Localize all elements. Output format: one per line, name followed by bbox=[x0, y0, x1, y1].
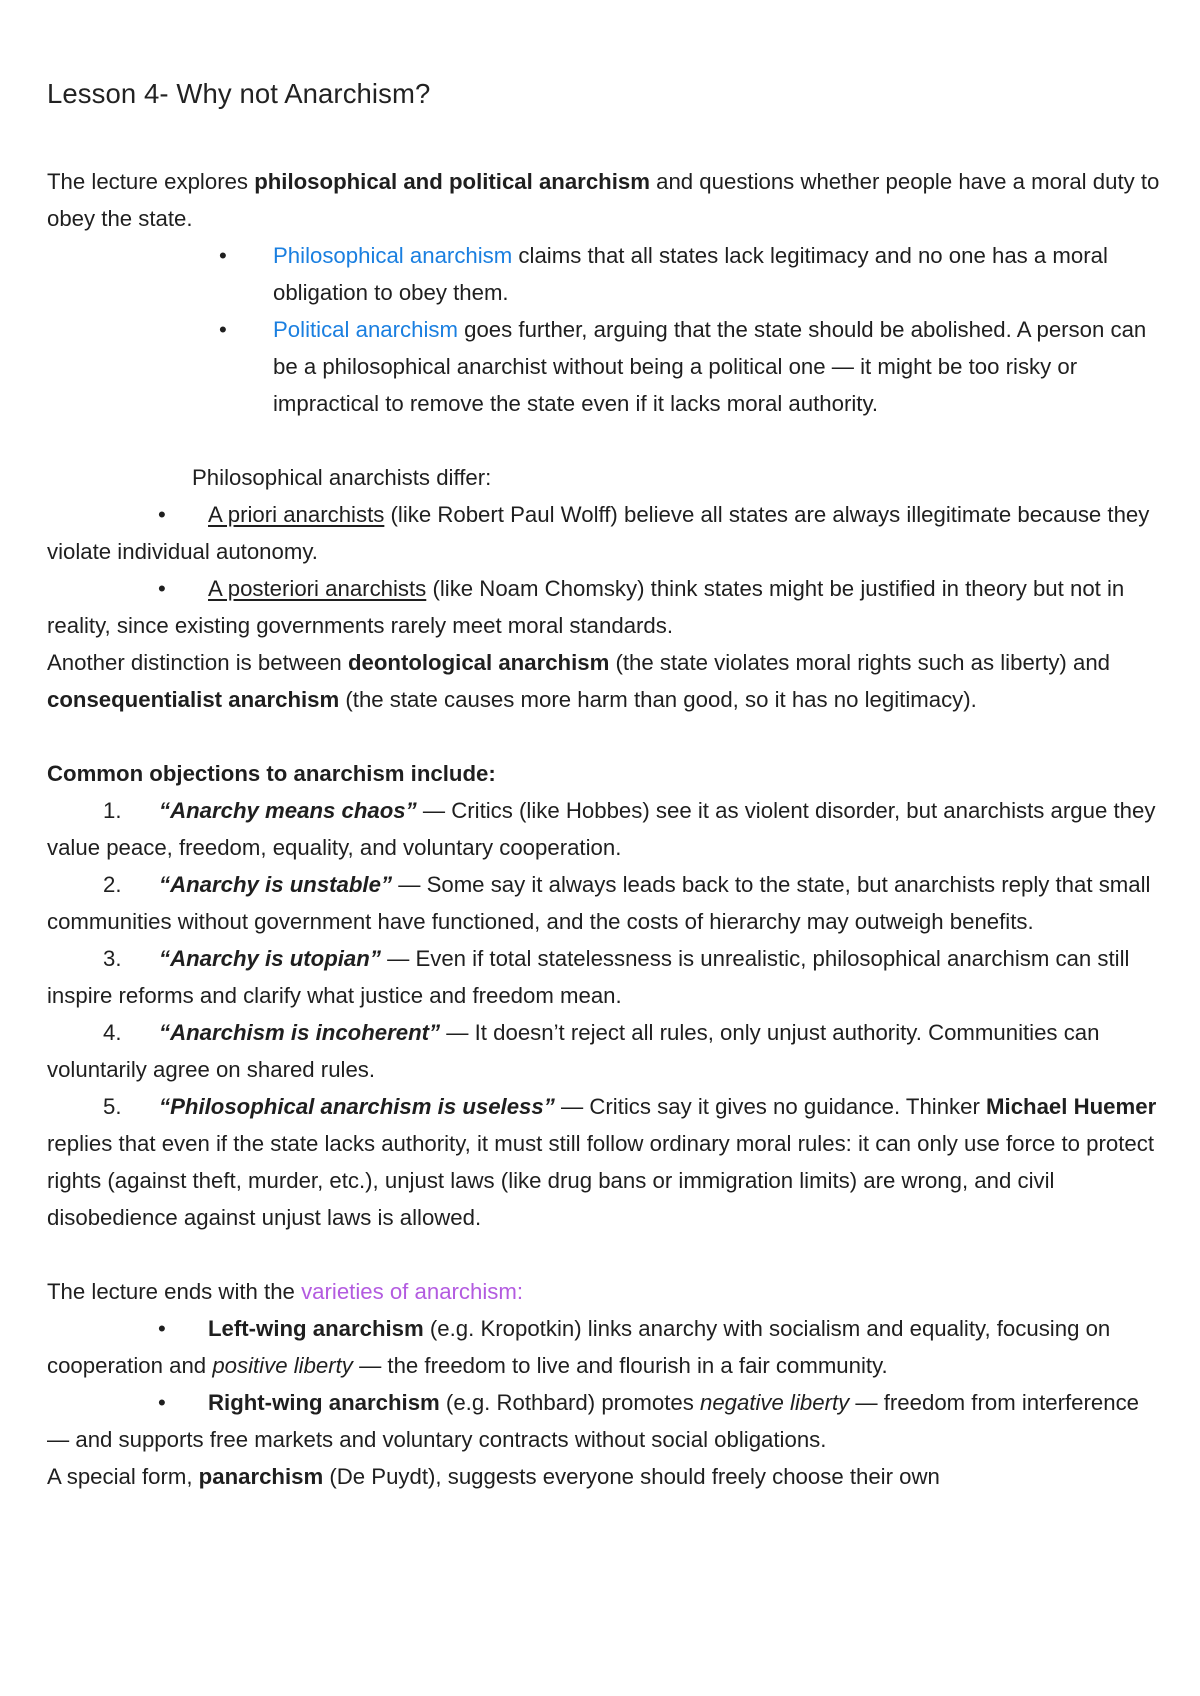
bullet-a-priori: • A priori anarchists (like Robert Paul Wolff) believe all states are always illegitimate because they violate individual autonomy. bbox=[47, 502, 1150, 564]
distinction-paragraph: Another distinction is between deontological anarchism (the state violates moral rights such as liberty) and consequentialist anarchism (the state causes more harm than good, so it has no legitimacy). bbox=[47, 650, 1110, 712]
objection-item: 1. “Anarchy means chaos” — Critics (like Hobbes) see it as violent disorder, but anarchists argue they value peace, freedom, equality, and voluntary cooperation. bbox=[47, 798, 1156, 860]
document-body bbox=[47, 163, 1167, 1495]
varieties-intro: The lecture ends with the varieties of anarchism: bbox=[47, 1279, 524, 1304]
huemer-name: Michael Huemer bbox=[986, 1094, 1157, 1119]
objection-quote: “Anarchy is unstable” bbox=[159, 872, 393, 897]
objection-item: 2. “Anarchy is unstable” — Some say it always leads back to the state, but anarchists reply that small communities without government have functioned, and the costs of hierarchy may outweigh benefits. bbox=[47, 872, 1151, 934]
right-wing-term: Right-wing anarchism bbox=[208, 1390, 440, 1415]
objection-quote: “Anarchism is incoherent” bbox=[159, 1020, 441, 1045]
left-wing-term: Left-wing anarchism bbox=[208, 1316, 424, 1341]
bullet-left-wing: • Left-wing anarchism (e.g. Kropotkin) links anarchy with socialism and equality, focusing on cooperation and positive liberty — the freedom to live and flourish in a fair community. bbox=[47, 1316, 1111, 1378]
bullet-philosophical-anarchism: • Philosophical anarchism claims that all states lack legitimacy and no one has a moral obligation to obey them. bbox=[47, 237, 1167, 311]
panarchism-paragraph: A special form, panarchism (De Puydt), suggests everyone should freely choose their own bbox=[47, 1464, 940, 1489]
objection-quote: “Anarchy is utopian” bbox=[159, 946, 381, 971]
political-anarchism-term: Political anarchism bbox=[273, 317, 458, 342]
consequentialist-term: consequentialist anarchism bbox=[47, 687, 340, 712]
deontological-term: deontological anarchism bbox=[347, 650, 610, 675]
panarchism-term: panarchism bbox=[198, 1464, 324, 1489]
a-posteriori-term: A posteriori anarchists bbox=[208, 576, 427, 601]
a-priori-term: A priori anarchists bbox=[208, 502, 385, 527]
philosophical-anarchism-term: Philosophical anarchism bbox=[273, 243, 513, 268]
intro-bold-term: philosophical and political anarchism bbox=[254, 169, 650, 194]
objection-item: 4. “Anarchism is incoherent” — It doesn’t reject all rules, only unjust authority. Communities can voluntarily agree on shared rules. bbox=[47, 1020, 1100, 1082]
differ-line: Philosophical anarchists differ: bbox=[192, 465, 492, 490]
objections-heading: Common objections to anarchism include: bbox=[47, 761, 496, 786]
bullet-icon: • bbox=[219, 243, 227, 268]
bullet-right-wing: • Right-wing anarchism (e.g. Rothbard) promotes negative liberty — freedom from interference — and supports free markets and voluntary contracts without social obligations. bbox=[47, 1390, 1140, 1452]
intro-paragraph: The lecture explores philosophical and political anarchism and questions whether people have a moral duty to obey the state. bbox=[47, 169, 1160, 231]
bullet-a-posteriori: • A posteriori anarchists (like Noam Chomsky) think states might be justified in theory but not in reality, since existing governments rarely meet moral standards. bbox=[47, 576, 1125, 638]
bullet-political-anarchism: • Political anarchism goes further, arguing that the state should be abolished. A person can be a philosophical anarchist without being a political one — it might be too risky or impractical to remove the state even if it lacks moral authority. bbox=[47, 311, 1167, 422]
varieties-term: varieties of anarchism: bbox=[301, 1279, 524, 1304]
objection-item: 5. “Philosophical anarchism is useless” — Critics say it gives no guidance. Thinker Michael Huemer replies that even if the state lacks authority, it must still follow ordinary moral rules: it can only use force to protect rights (against theft, murder, etc.), unjust laws (like drug bans or immigration limits) are wrong, and civil disobedience against unjust laws is allowed. bbox=[47, 1094, 1157, 1230]
page-title: Lesson 4- Why not Anarchism? bbox=[47, 78, 431, 109]
objection-quote: “Anarchy means chaos” bbox=[159, 798, 417, 823]
bullet-icon: • bbox=[219, 317, 227, 342]
objection-item: 3. “Anarchy is utopian” — Even if total statelessness is unrealistic, philosophical anarchism can still inspire reforms and clarify what justice and freedom mean. bbox=[47, 946, 1130, 1008]
objection-quote: “Philosophical anarchism is useless” bbox=[159, 1094, 555, 1119]
